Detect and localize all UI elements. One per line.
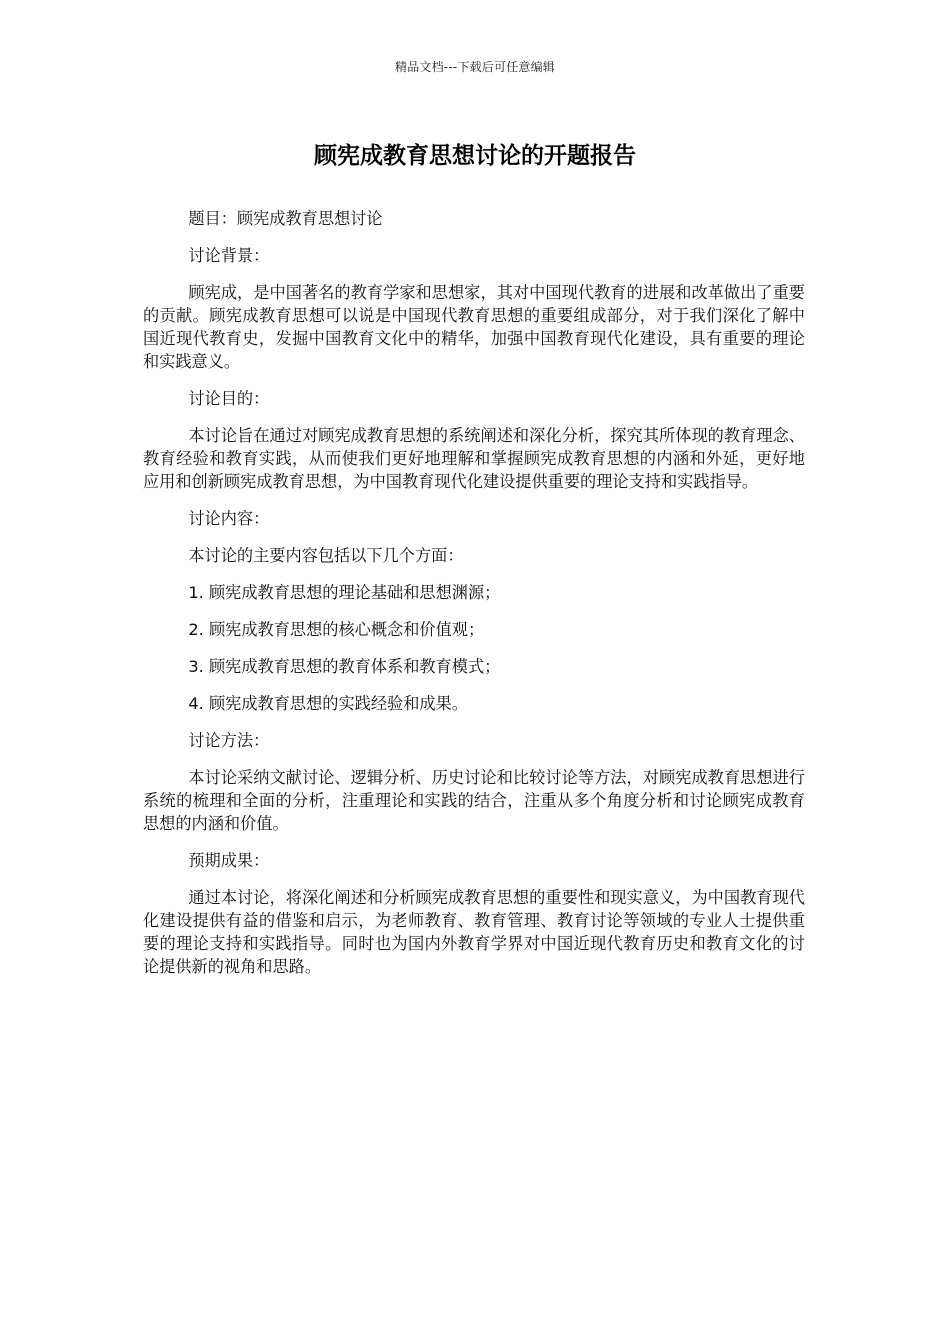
topic-line: 题目：顾宪成教育思想讨论 [188, 209, 383, 228]
section-heading-method: 讨论方法： [188, 731, 270, 750]
list-item: 3. 顾宪成教育思想的教育体系和教育模式； [188, 657, 501, 676]
paragraph-method: 本讨论采纳文献讨论、逻辑分析、历史讨论和比较讨论等方法，对顾宪成教育思想进行系统的梳理和全面的分析，注重理论和实践的结合，注重从多个角度分析和讨论顾宪成教育思想的内涵和价值。 [143, 768, 805, 833]
section-heading-background: 讨论背景： [188, 246, 270, 265]
paragraph-purpose: 本讨论旨在通过对顾宪成教育思想的系统阐述和深化分析，探究其所体现的教育理念、教育经验和教育实践，从而使我们更好地理解和掌握顾宪成教育思想的内涵和外延，更好地应用和创新顾宪成教育思想，为中国教育现代化建设提供重要的理论支持和实践指导。 [143, 426, 805, 491]
list-item: 2. 顾宪成教育思想的核心概念和价值观； [188, 620, 485, 639]
paragraph-outcome: 通过本讨论，将深化阐述和分析顾宪成教育思想的重要性和现实意义，为中国教育现代化建设提供有益的借鉴和启示，为老师教育、教育管理、教育讨论等领域的专业人士提供重要的理论支持和实践指导。同时也为国内外教育学界对中国近现代教育历史和教育文化的讨论提供新的视角和思路。 [143, 888, 805, 976]
section-heading-purpose: 讨论目的： [188, 389, 270, 408]
section-heading-outcome: 预期成果： [188, 851, 270, 870]
document-title: 顾宪成教育思想讨论的开题报告 [314, 143, 636, 169]
list-item: 1. 顾宪成教育思想的理论基础和思想渊源； [188, 583, 501, 602]
header-note: 精品文档---下载后可任意编辑 [395, 60, 555, 74]
paragraph-background: 顾宪成，是中国著名的教育学家和思想家，其对中国现代教育的进展和改革做出了重要的贡献。顾宪成教育思想可以说是中国现代教育思想的重要组成部分，对于我们深化了解中国近现代教育史，发掘中国教育文化中的精华，加强中国教育现代化建设，具有重要的理论和实践意义。 [143, 283, 805, 371]
paragraph-content-intro: 本讨论的主要内容包括以下几个方面： [188, 546, 464, 565]
list-item: 4. 顾宪成教育思想的实践经验和成果。 [188, 694, 468, 713]
document-body [143, 207, 805, 992]
section-heading-content: 讨论内容： [188, 509, 270, 528]
